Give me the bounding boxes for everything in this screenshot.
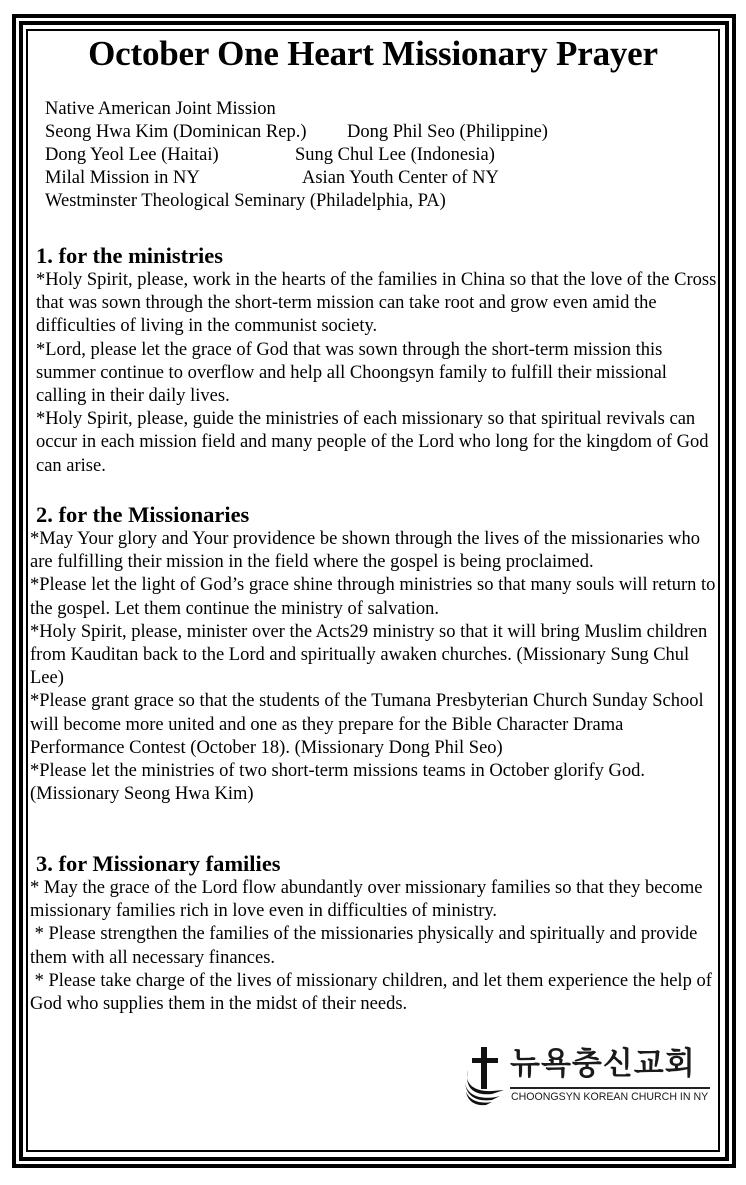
prayer-item: * Please strengthen the families of the missionaries physically and spiritually and provide them with all necessary finances. xyxy=(30,924,703,968)
page-title: October One Heart Missionary Prayer xyxy=(88,34,658,73)
prayer-item: *Holy Spirit, please, guide the ministries of each missionary so that spiritual revivals can occur in each mission field and many people of the Lord who long for the kingdom of God can arise. xyxy=(36,409,709,476)
church-logo xyxy=(462,1044,714,1106)
mission-name: Sung Chul Lee (Indonesia) xyxy=(295,145,495,165)
mission-name: Dong Yeol Lee (Haitai) xyxy=(45,145,219,165)
prayer-item: *Lord, please let the grace of God that was sown through the short-term mission this summer continue to overflow and help all Choongsyn family to fulfill their missional calling in their daily lives. xyxy=(36,339,667,407)
mission-name: Native American Joint Mission xyxy=(45,99,276,119)
prayer-item: * Please take charge of the lives of missionary children, and let them experience the help of God who supplies them in the midst of their needs. xyxy=(30,970,717,1015)
prayer-item: *Holy Spirit, please, minister over the Acts29 ministry so that it will bring Muslim children from Kauditan back to the Lord and spiritually awaken churches. (Missionary Sung Chul Lee) xyxy=(30,621,708,689)
mission-name: Milal Mission in NY xyxy=(45,168,200,188)
prayer-item: * May the grace of the Lord flow abundantly over missionary families so that they become missionary families rich in love even in difficulties of ministry. xyxy=(30,878,708,922)
prayer-item: *Please grant grace so that the students of the Tumana Presbyterian Church Sunday School will become more united and one as they prepare for the Bible Character Drama Performance Contest (October 18). (Missionary Dong Phil Seo) xyxy=(30,691,704,758)
mission-row xyxy=(45,144,495,167)
section-heading: 2. for the Missionaries xyxy=(36,502,250,527)
mission-name: Westminster Theological Seminary (Philadelphia, PA) xyxy=(45,191,446,211)
church-name-english: CHOONGSYN KOREAN CHURCH IN NY xyxy=(511,1091,709,1103)
mission-name: Dong Phil Seo (Philippine) xyxy=(347,122,548,142)
mission-list xyxy=(45,98,548,213)
mission-name: Seong Hwa Kim (Dominican Rep.) xyxy=(45,122,307,142)
mission-row xyxy=(45,98,276,121)
section-heading: 1. for the ministries xyxy=(36,243,224,268)
section-heading: 3. for Missionary families xyxy=(36,851,281,876)
prayer-item: *Please let the ministries of two short-term missions teams in October glorify God. (Missionary Seong Hwa Kim) xyxy=(30,761,646,805)
prayer-item: *Please let the light of God’s grace shine through ministries so that many souls will return to the gospel. Let them continue the ministry of salvation. xyxy=(30,575,716,619)
section-ministries xyxy=(30,243,720,478)
logo-divider xyxy=(510,1087,710,1089)
mission-row xyxy=(45,121,548,144)
cross-boat-icon xyxy=(462,1044,510,1106)
prayer-item: *May Your glory and Your providence be shown through the lives of the missionaries who are fulfilling their mission in the field where the gospel is being proclaimed. xyxy=(30,529,701,573)
prayer-item: *Holy Spirit, please, work in the hearts of the families in China so that the love of the Cross that was sown through the short-term mission can take root and grow even amid the difficulties of living in the communist society. xyxy=(36,270,717,337)
mission-row xyxy=(45,167,499,190)
section-missionary-families xyxy=(30,851,720,1016)
mission-row xyxy=(45,190,446,213)
mission-name: Asian Youth Center of NY xyxy=(302,168,499,188)
section-missionaries xyxy=(30,502,720,806)
church-name-korean: 뉴욕충신교회 xyxy=(510,1046,696,1082)
